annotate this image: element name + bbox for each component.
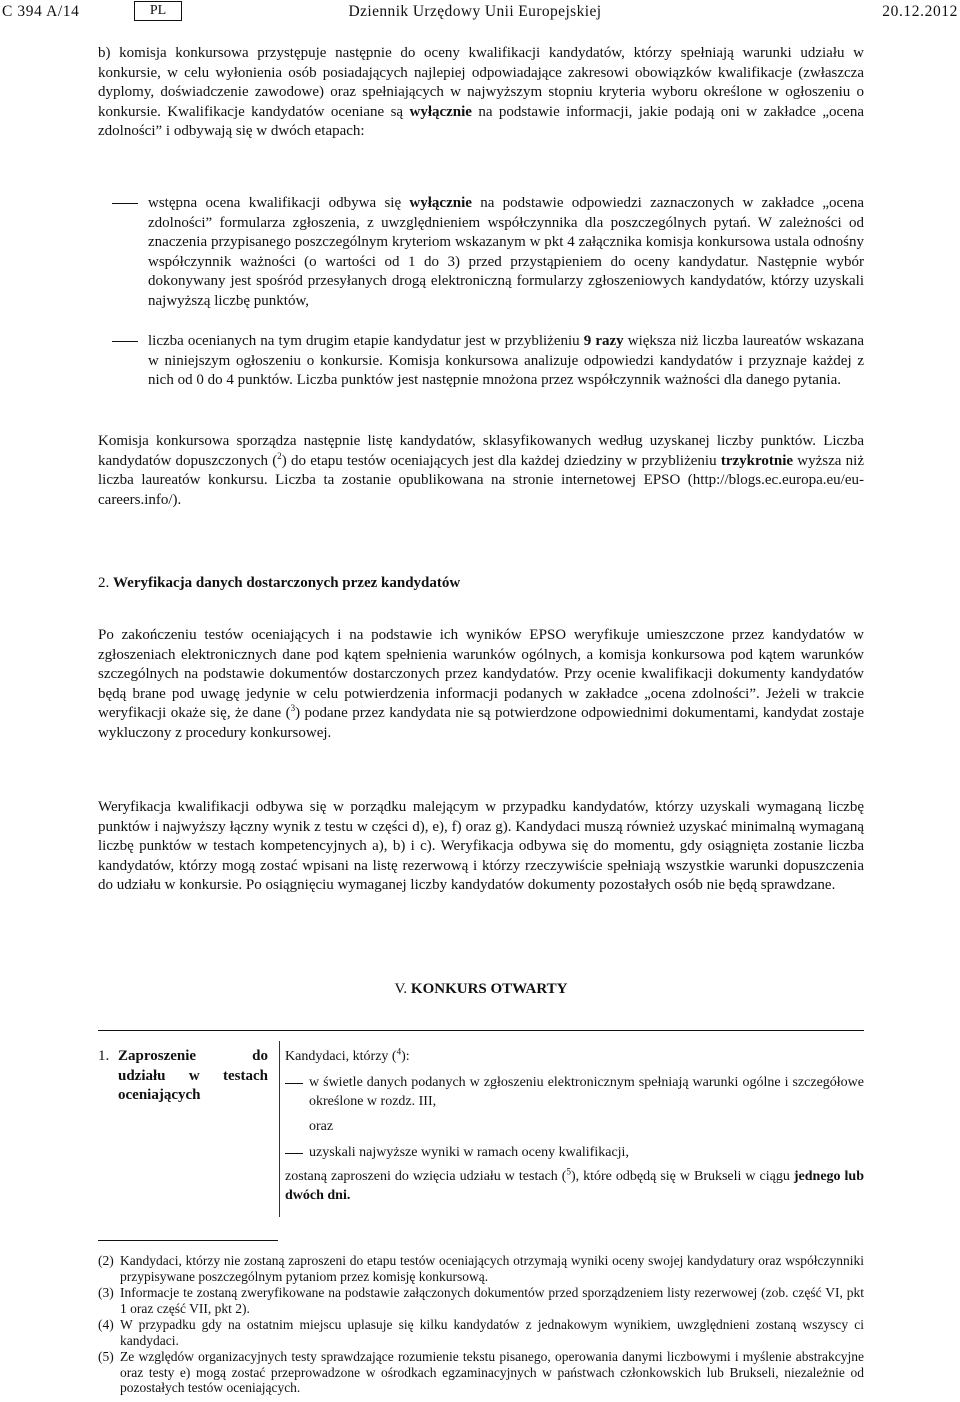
dash-item-initial-assessment: wstępna ocena kwalifikacji odbywa się wyłącznie na podstawie odpowiedzi zaznaczonych w zakładce „ocena zdolności” formularza zgłoszenia, z uwzględnieniem współczynnika dla poszczególnych pytań. W zależności od znaczenia przypisanego poszczególnym kryteriom wskazanym w pkt 4 załącznika komisja konkursowa ustala odnośny współczynnik ważności (o wartości od 1 do 3) przed przystąpieniem do oceny kandydatur. Następnie wybór dokonywany jest spośród przesyłanych drogą elektroniczną formularzy zgłoszeniowych kandydatów, którzy uzyskali najwyższą liczbę punktów, xyxy=(98,194,864,312)
paragraph-verification-1: Po zakończeniu testów oceniających i na podstawie ich wyników EPSO weryfikuje umieszczone przez kandydatów w zgłoszeniach elektronicznych dane pod kątem spełnienia warunków ogólnych, a komisja konkursowa pod kątem warunków szczególnych na podstawie dokumentów dostarczonych przez kandydatów. Przy ocenie kwalifikacji dokumenty kandydatów będą brane pod uwagę jedynie w celu potwierdzenia informacji podanych w zakładce „ocena zdolności”. Jeżeli w trakcie weryfikacji okaże się, że dane ($^3$) podane przez kandydata nie są potwierdzone odpowiednimi dokumentami, kandydat zostaje wykluczony z procedury konkursowej. xyxy=(98,627,864,741)
footnote-4: (4) W przypadku gdy na ostatnim miejscu uplasuje się kilku kandydatów z jednakowym wynikiem, uwzględnieni zostaną wszyscy ci kandydaci. xyxy=(98,1317,864,1348)
dash-mark xyxy=(112,203,138,204)
document-page: C 394 A/14 PL Dziennik Urzędowy Unii Europejskiej 20.12.2012 b) komisja konkursowa przystępuje następnie do oceny kwalifikacji kandydatów, którzy spełniają warunki udziału w konkursie, w celu wyłonienia osób posiadających najlepiej odpowiadające zakresowi obowiązków kwalifikacje (zwłaszcza dyplomy, doświadczenie zawodowe) oraz spełniających w najwyższym stopniu kryteria wyboru określone w ogłoszeniu o konkursie. Kwalifikacje kandydatów oceniane są wyłącznie na podstawie informacji, jakie podają oni w zakładce „ocena zdolności” i odbywają się w dwóch etapach: wstępna ocena kwalifikacji odbywa się wyłącznie na podstawie odpowiedzi zaznaczonych w zakładce „ocena zdolności” formularza zgłoszenia, z uwzględnieniem współczynnika dla poszczególnych pytań. W zależności od znaczenia przypisanego poszczególnym kryteriom wskazanym w pkt 4 załącznika komisja konkursowa ustala odnośny współczynnik ważności (o wartości od 1 do 3) przed przystąpieniem do oceny kandydatur. Następnie wybór dokonywany jest spośród przesyłanych drogą elektroniczną formularzy zgłoszeniowych kandydatów, którzy uzyskali najwyższą liczbę punktów, liczba ocenianych na tym drugim etapie kandydatur jest w przybliżeniu 9 razy większa niż liczba laureatów wskazana w niniejszym ogłoszeniu o konkursie. Komisja konkursowa analizuje odpowiedzi kandydatów i przyznaje każdej z nich od 0 do 4 punktów. Liczba punktów jest następnie mnożona przez współczynnik ważności dla danego pytania. Komisja konkursowa sporządza następnie listę kandydatów, sklasyfikowanych według uzyskanej liczby punktów. Liczba kandydatów dopuszczonych ($^2$) do etapu testów oceniających jest dla każdej dziedziny w przybliżeniu trzykrotnie wyższa niż liczba laureatów konkursu. Liczba ta zostanie opublikowana na stronie internetowej EPSO (http://blogs.ec.europa.eu/eu-careers.info/). 2. Weryfikacja danych dostarczonych przez kandydatów Po zakończeniu testów oceniających i na podstawie ich wyników EPSO weryfikuje umieszczone przez kandydatów w zgłoszeniach elektronicznych dane pod kątem spełnienia warunków ogólnych, a komisja konkursowa pod kątem warunków szczególnych na podstawie dokumentów dostarczonych przez kandydatów. Przy ocenie kwalifikacji dokumenty kandydatów będą brane pod uwagę jedynie w celu potwierdzenia informacji podanych w zakładce „ocena zdolności”. Jeżeli w trakcie weryfikacji okaże się, że dane ($^3$) podane przez kandydata nie są potwierdzone odpowiednimi dokumentami, kandydat zostaje wykluczony z procedury konkursowej. Weryfikacja kwalifikacji odbywa się w porządku malejącym w przypadku kandydatów, którzy uzyskali wymaganą liczbę punktów i najwyższy łączny wynik z testu w części d), e), f) oraz g). Kandydaci muszą również uzyskać minimalną wymaganą liczbę punktów w testach kompetencyjnych a), b) i c). Weryfikacja odbywa się do momentu, gdy osiągnięta zostanie liczba kandydatów, którzy mogą zostać wpisani na listę rezerwową i którzy rzeczywiście spełniają wszystkie warunki dopuszczenia do udziału w konkursie. Po osiągnięciu wymaganej liczby kandydatów dokumenty pozostałych osób nie będą sprawdzane. V. KONKURS OTWARTY 1. Zaproszenie do udziału w testach oceniających Kandydaci, którzy ($^4$): w świetle danych podanych w zgłoszeniu elektronicznym spełniają warunki ogólne i szczegółowe określone w rozdz. III, oraz uzyskali najwyższe wyniki w ramach oceny kwalifikacji, zostaną zaproszeni do wzięcia udziału w testach ($^5$), które odbędą się w Brukseli w ciągu jednego lub dwóch dni. (2) Kandydaci, którzy nie zostaną zaproszeni do etapu testów oceniających otrzymają wyniki oceny swojej kandydatury oraz współczynniki przypisywane poszczególnym pytaniom przez komisję konkursową. (3) Informacje te zostaną zweryfikowane na podstawie załączonych dokumentów przed sporządzeniem listy rezerwowej (zob. część VI, pkt 1 oraz część VII, pkt 2). (4) W przypadku gdy na ostatnim miejscu uplasuje się kilku kandydatów z jednakowym wynikiem, uwzględnieni zostaną wszyscy ci kandydaci. (5) Ze względów organizacyjnych testy sprawdzające rozumienie tekstu pisanego, operowania danymi liczbowymi i myślenie abstrakcyjne oraz testy e) mogą zostać przeprowadzone w ośrodkach egzaminacyjnych w państwach członkowskich lub Brukseli, niezależnie od pozostałych testów oceniających. xyxy=(0,0,960,1402)
footnote-ref[interactable]: 4 xyxy=(396,1046,402,1057)
journal-reference: C 394 A/14 xyxy=(2,3,80,20)
footnote-ref[interactable]: 5 xyxy=(566,1166,571,1177)
table-dash-item-1: w świetle danych podanych w zgłoszeniu elektronicznym spełniają warunki ogólne i szczegółowe określone w rozdz. III, xyxy=(285,1074,864,1111)
section-heading-open-competition: V. KONKURS OTWARTY xyxy=(394,981,568,997)
footnote-ref[interactable]: 2 xyxy=(277,450,282,461)
table-column-separator xyxy=(279,1041,280,1217)
dash-mark xyxy=(112,341,138,342)
table-final: zostaną zaproszeni do wzięcia udziału w testach ($^5$), które odbędą się w Brukseli w ciągu jednego lub dwóch dni. xyxy=(285,1166,865,1203)
paragraph-b: b) komisja konkursowa przystępuje następnie do oceny kwalifikacji kandydatów, którzy spełniają warunki udziału w konkursie, w celu wyłonienia osób posiadających najlepiej odpowiadające zakresowi obowiązków kwalifikacje (zwłaszcza dyplomy, doświadczenie zawodowe) oraz spełniających w najwyższym stopniu kryteria wyboru określone w ogłoszeniu o konkursie. Kwalifikacje kandydatów oceniane są wyłącznie na podstawie informacji, jakie podają oni w zakładce „ocena zdolności” i odbywają się w dwóch etapach: xyxy=(98,45,864,140)
page-header xyxy=(0,0,960,26)
paragraph-verification-2: Weryfikacja kwalifikacji odbywa się w porządku malejącym w przypadku kandydatów, którzy uzyskali wymaganą liczbę punktów i najwyższy łączny wynik z testu w części d), e), f) oraz g). Kandydaci muszą również uzyskać minimalną wymaganą liczbę punktów w testach kompetencyjnych a), b) i c). Weryfikacja odbywa się do momentu, gdy osiągnięta zostanie liczba kandydatów, którzy mogą zostać wpisani na listę rezerwową i którzy rzeczywiście spełniają wszystkie warunki dopuszczenia do udziału w konkursie. Po osiągnięciu wymaganej liczby kandydatów dokumenty pozostałych osób nie będą sprawdzane. xyxy=(98,799,864,894)
table-dash-item-2: uzyskali najwyższe wyniki w ramach oceny kwalifikacji, xyxy=(285,1144,864,1163)
table-intro: Kandydaci, którzy ($^4$): xyxy=(285,1046,410,1064)
dash-mark xyxy=(285,1083,303,1084)
footnote-ref[interactable]: 3 xyxy=(290,703,296,714)
table-top-rule xyxy=(98,1030,864,1031)
paragraph-candidate-list: Komisja konkursowa sporządza następnie listę kandydatów, sklasyfikowanych według uzyskanej liczby punktów. Liczba kandydatów dopuszczonych ($^2$) do etapu testów oceniających jest dla każdej dziedziny w przybliżeniu trzykrotnie wyższa niż liczba laureatów konkursu. Liczba ta zostanie opublikowana na stronie internetowej EPSO (http://blogs.ec.europa.eu/eu-careers.info/). xyxy=(98,433,864,508)
language-box: PL xyxy=(134,1,182,21)
footnote-5: (5) Ze względów organizacyjnych testy sprawdzające rozumienie tekstu pisanego, operowania danymi liczbowymi i myślenie abstrakcyjne oraz testy e) mogą zostać przeprowadzone w ośrodkach egzaminacyjnych w państwach członkowskich lub Brukseli, niezależnie od pozostałych testów oceniających. xyxy=(98,1349,864,1396)
footnote-3: (3) Informacje te zostaną zweryfikowane na podstawie załączonych dokumentów przed sporządzeniem listy rezerwowej (zob. część VI, pkt 1 oraz część VII, pkt 2). xyxy=(98,1285,864,1316)
footnote-rule xyxy=(98,1240,278,1241)
dash-mark xyxy=(285,1153,303,1154)
publication-date: 20.12.2012 xyxy=(882,3,958,20)
section-heading-verification: 2. Weryfikacja danych dostarczonych przez kandydatów xyxy=(98,575,461,591)
table-oraz: oraz xyxy=(309,1119,334,1134)
journal-title: Dziennik Urzędowy Unii Europejskiej xyxy=(348,3,602,20)
footnote-2: (2) Kandydaci, którzy nie zostaną zaproszeni do etapu testów oceniających otrzymają wyniki oceny swojej kandydatury oraz współczynniki przypisywane poszczególnym pytaniom przez komisję konkursową. xyxy=(98,1253,864,1284)
dash-item-second-stage: liczba ocenianych na tym drugim etapie kandydatur jest w przybliżeniu 9 razy większa niż liczba laureatów wskazana w niniejszym ogłoszeniu o konkursie. Komisja konkursowa analizuje odpowiedzi kandydatów i przyznaje każdej z nich od 0 do 4 punktów. Liczba punktów jest następnie mnożona przez współczynnik ważności dla danego pytania. xyxy=(98,332,864,391)
